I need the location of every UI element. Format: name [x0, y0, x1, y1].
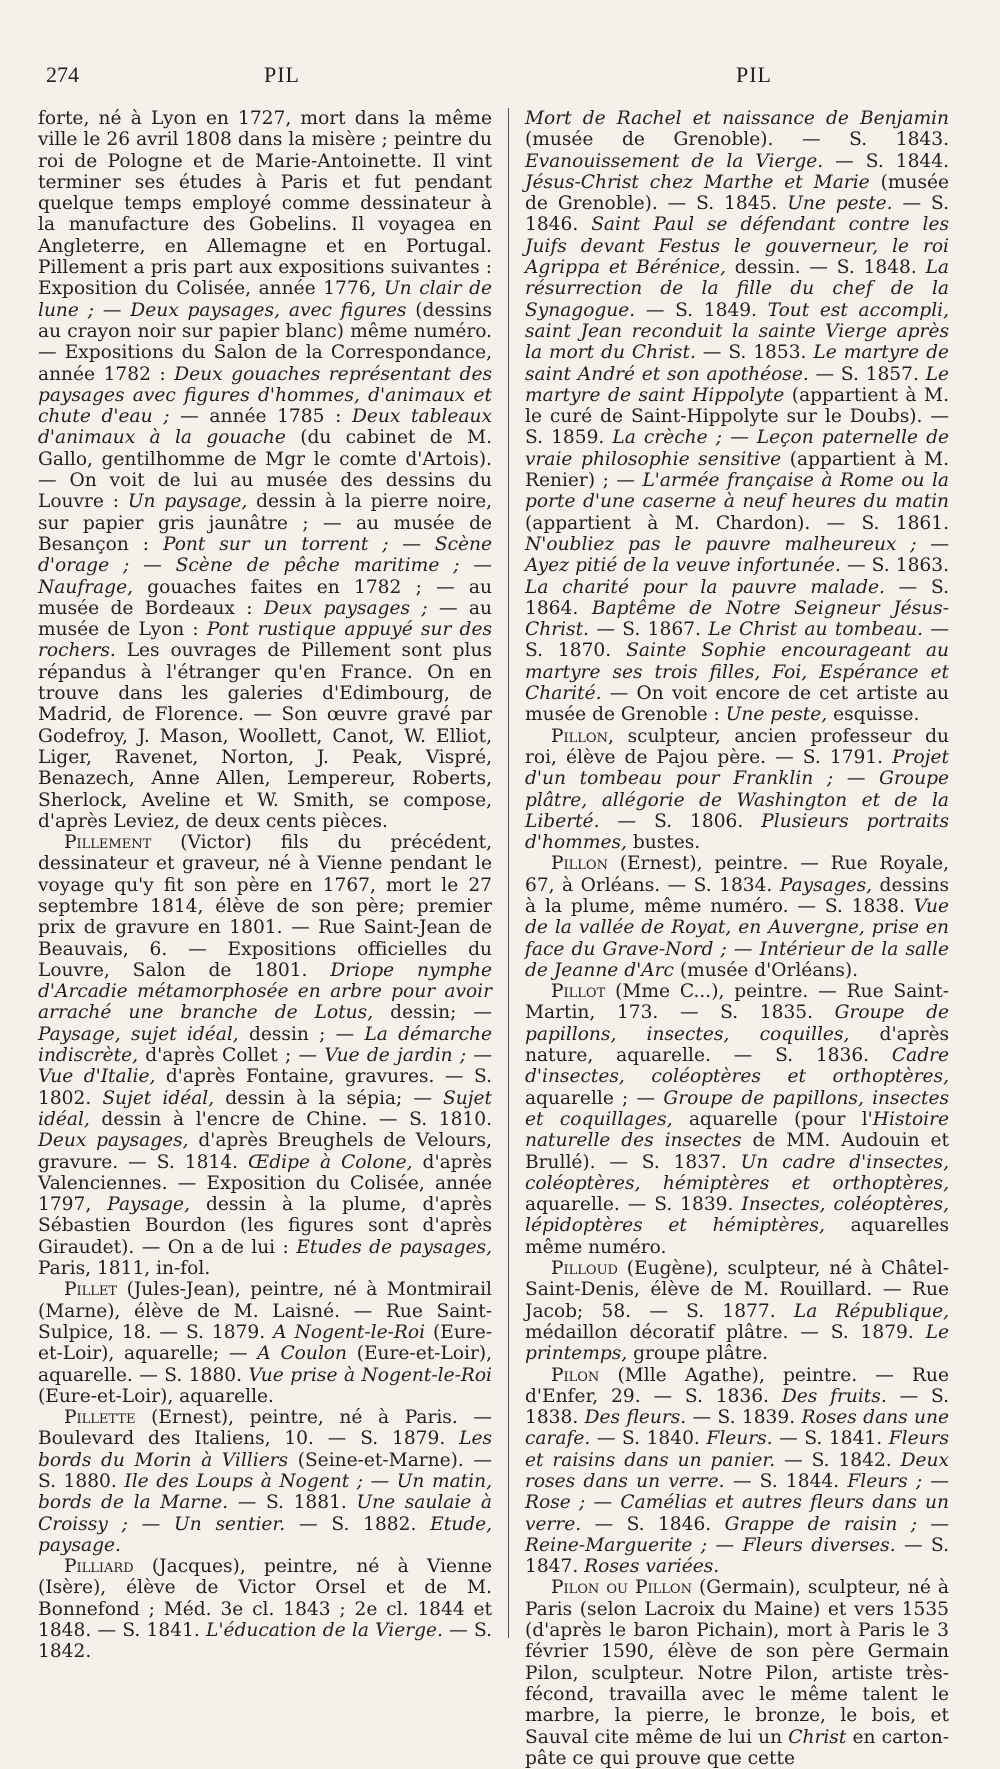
artwork-title: Pont rustique appuyé sur des rochers. [38, 619, 492, 662]
entry-text: — S. 1870. [525, 619, 949, 662]
entry-text: — S. 1841. [772, 1428, 889, 1450]
entry-text: d'après Fontaine, gravures. — S. 1802. [38, 1066, 492, 1109]
artwork-title: Grappe de raisin ; — Reine-Marguerite ; — Fleurs diverses. [525, 1513, 949, 1556]
entry-text: dessin à la sépia; — [214, 1087, 444, 1109]
dictionary-entry [525, 726, 949, 854]
entry-text: Paris, 1811, in-fol. [38, 1258, 211, 1280]
artwork-title: Un clair de lune ; — Deux paysages, avec figures [38, 278, 492, 321]
entry-text: dessin à l'encre de Chine. — S. 1810. [89, 1108, 492, 1130]
entry-text: (Victor) fils du précédent, dessinateur et graveur, né à Vienne pendant le voyage qu'y fit son père en 1767, mort le 27 septembre 1814, élève de son père; premier prix de gravure en 1801. — Rue Saint-Jean de Beauvais, 6. — Expositions officielles du Louvre, Salon de 1801. [38, 832, 492, 981]
entry-text: (musée de Grenoble). — S. 1845. [525, 171, 949, 215]
entry-text: , sculpteur, ancien professeur du roi, élève de Pajou père. — S. 1791. [525, 725, 949, 768]
entry-text: — S. 1864. [525, 576, 949, 619]
dictionary-entry [525, 853, 949, 981]
artwork-title: Evanouissement de la Vierge. [525, 150, 824, 172]
artwork-title: Fleurs. [706, 1428, 773, 1450]
dictionary-entry [525, 1577, 949, 1769]
entry-text: (Eure-et-Loir), aquarelle. — S. 1880. [38, 1343, 492, 1386]
artwork-title: Etude, paysage. [38, 1513, 492, 1556]
artwork-title: Deux gouaches représentant des paysages avec figures d'hommes, d'animaux et chute d'eau ; [38, 363, 492, 428]
entry-text: — au musée de Lyon : [38, 597, 492, 641]
artwork-title: Projet d'un tombeau pour Franklin ; — Groupe plâtre, allégorie de Washington et de la Liberté. [525, 746, 949, 832]
entry-text: — S. 1838. [525, 1385, 950, 1429]
artwork-title: Des fruits. [781, 1385, 887, 1407]
artwork-title: Un paysage, [127, 491, 248, 513]
page-number: 274 [46, 62, 79, 87]
entry-headword: Pilon ou Pillon [551, 1577, 692, 1599]
entry-text: — S. 1844. [823, 150, 949, 172]
artwork-title: Baptême de Notre Seigneur Jésus-Christ. [525, 597, 950, 641]
entry-text: — S. 1867. [588, 619, 709, 641]
artwork-title: Le martyre de saint Hippolyte [525, 363, 949, 406]
entry-text: — S. 1842. [38, 1620, 492, 1663]
artwork-title: Driope nymphe d'Arcadie métamorphosée en arbre pour avoir arraché une branche de Lotus, [38, 959, 492, 1024]
artwork-title: Roses variées. [584, 1556, 720, 1578]
entry-text: (Ernest), peintre. — Rue Royale, 67, à Orléans. — S. 1834. [525, 853, 949, 896]
entry-text: (Seine-et-Marne). — S. 1880. [38, 1449, 492, 1492]
entry-text: groupe plâtre. [627, 1343, 769, 1365]
entry-headword: Pilloud [551, 1258, 618, 1280]
entry-text: (du cabinet de M. Gallo, gentilhomme de Mgr le comte d'Artois). — On voit de lui au musée des dessins du Louvre : [38, 427, 492, 513]
entry-text: — S. 1857. [808, 363, 926, 385]
artwork-title: Paysages, [779, 874, 873, 896]
entry-text: esquisse. [827, 704, 920, 726]
dictionary-entry [525, 1258, 949, 1364]
entry-text: (appartient à M. Renier) ; — [525, 448, 949, 492]
dictionary-entry [38, 108, 492, 832]
artwork-title: Mort de Rachel et naissance de Benjamin [525, 108, 949, 129]
entry-text: dessin ; — [238, 1023, 365, 1045]
entry-text: dessin à la pierre noire, sur papier gris jaunâtre ; — au musée de Besançon : [38, 491, 492, 555]
entry-text: — S. 1853. [695, 342, 814, 364]
entry-text: — S. 1847. [525, 1534, 950, 1578]
running-head-right: PIL [736, 62, 772, 87]
artwork-title: La démarche indiscrète, [38, 1023, 493, 1067]
artwork-title: Vue de jardin ; — Vue d'Italie, [38, 1045, 492, 1088]
artwork-title: Ile des Loups à Nogent ; — Un matin, bords de la Marne. [38, 1471, 492, 1514]
entry-text: (appartient à M. Chardon). — S. 1861. [525, 512, 949, 534]
artwork-title: Plusieurs portraits d'hommes, [525, 810, 949, 854]
entry-text: bustes. [626, 832, 701, 854]
entry-text: — S. 1806. [599, 810, 762, 832]
artwork-title: La résurrection de la fille du chef de la Synagogue. [525, 257, 949, 321]
entry-text: (Jacques), peintre, né à Vienne (Isère), élève de Victor Orsel et de M. Bonnefond ; Méd. 3e cl. 1843 ; 2e cl. 1844 et 1848. — S. 1841. [38, 1556, 492, 1642]
artwork-title: Histoire naturelle des insectes [525, 1108, 950, 1152]
entry-text: — S. 1840. [590, 1428, 707, 1450]
entry-text: d'après Collet ; — [138, 1045, 325, 1067]
artwork-title: N'oubliez pas le pauvre malheureux ; — Ayez pitié de la veuve infortunée. [525, 533, 949, 577]
entry-text: d'après Valenciennes. — Exposition du Colisée, année 1797, [38, 1151, 492, 1216]
entry-text: aquarelle. — S. 1839. [525, 1194, 742, 1216]
artwork-title: La crèche ; — Leçon paternelle de vraie philosophie sensitive [525, 427, 949, 470]
artwork-title: Groupe de papillons, insectes et coquillages, [525, 1087, 949, 1130]
artwork-title: Paysage, [107, 1194, 190, 1216]
artwork-title: Paysage, sujet idéal, [38, 1023, 239, 1045]
artwork-title: Insectes, coléoptères, lépidoptères et hémiptères, [525, 1194, 950, 1237]
running-head-left: PIL [264, 62, 300, 87]
entry-text: (appartient à M. le curé de Saint-Hippolyte sur le Doubs). — S. 1859. [525, 384, 949, 449]
entry-text: aquarelles même numéro. [525, 1215, 949, 1258]
artwork-title: L'éducation de la Vierge. [206, 1620, 443, 1642]
entry-text: dessin; — [373, 1002, 493, 1024]
entry-text: — S. 1846. [525, 193, 950, 236]
entry-headword: Pillement [64, 832, 152, 854]
entry-text: — S. 1842. [775, 1449, 901, 1471]
artwork-title: Deux paysages, [38, 1130, 189, 1152]
artwork-title: Sainte Sophie encourageant au martyre ses trois filles, Foi, Espérance et Charité. [525, 640, 949, 705]
entry-headword: Pillot [551, 981, 606, 1003]
artwork-title: Tout est accompli, saint Jean reconduit la sainte Vierge après la mort du Christ. [525, 299, 949, 364]
artwork-title: Fleurs ; — Rose ; — Camélias et autres fleurs dans un verre. [525, 1471, 950, 1535]
artwork-title: Fleurs et raisins dans un panier. [525, 1428, 949, 1471]
artwork-title: Etudes de paysages, [296, 1236, 492, 1258]
artwork-title: Un cadre d'insectes, coléoptères, hémiptères et orthoptères, [525, 1151, 949, 1194]
entry-text: — année 1785 : [169, 406, 352, 428]
artwork-title: Deux roses dans un verre. [525, 1449, 949, 1492]
entry-text: — S. 1882. [285, 1513, 431, 1535]
entry-text: dessin. — S. 1848. [725, 257, 926, 279]
entry-text: gouaches faites en 1782 ; — au musée de Bordeaux : [38, 576, 492, 619]
entry-text: — S. 1844. [724, 1471, 848, 1492]
artwork-title: Les bords du Morin à Villiers [38, 1428, 492, 1471]
entry-text: (Eure-et-Loir), aquarelle; — [38, 1321, 492, 1365]
artwork-title: Saint Paul se défendant contre les Juifs devant Festus le gouverneur, le roi Agrippa et Bérénice, [525, 214, 950, 279]
entry-text: (musée d'Orléans). [673, 959, 859, 981]
right-column [525, 108, 949, 1769]
dictionary-entry [38, 1279, 492, 1407]
entry-text: de MM. Audouin et Brullé). — S. 1837. [525, 1130, 949, 1173]
entry-text: dessins à la plume, même numéro. — S. 1838. [525, 874, 949, 917]
dictionary-entry [525, 981, 949, 1258]
artwork-title: A Nogent-le-Roi [273, 1321, 426, 1343]
entry-text: (musée de Grenoble). — S. 1843. [525, 129, 949, 151]
artwork-title: Sujet idéal, [102, 1087, 215, 1109]
entry-text: (Jules-Jean), peintre, né à Montmirail (Marne), élève de M. Laisné. — Rue Saint-Sulpice, 18. — S. 1879. [38, 1279, 492, 1343]
entry-text: d'après nature, aquarelle. — S. 1836. [525, 1023, 949, 1067]
artwork-title: Cadre d'insectes, coléoptères et orthoptères, [525, 1045, 949, 1088]
artwork-title: Des fleurs. [584, 1407, 687, 1429]
dictionary-entry [38, 1556, 492, 1662]
entry-text: d'après Breughels de Velours, gravure. — S. 1814. [38, 1130, 492, 1173]
entry-text: — S. 1849. [635, 299, 768, 321]
artwork-title: Jésus-Christ chez Marthe et Marie [525, 171, 870, 193]
entry-text: — S. 1839. [686, 1407, 802, 1429]
artwork-title: Christ [788, 1726, 847, 1748]
artwork-title: Vue prise à Nogent-le-Roi [248, 1364, 493, 1386]
entry-text: dessin à la plume, d'après Sébastien Bourdon (les figures sont d'après Giraudet). — On a de lui : [38, 1194, 492, 1258]
artwork-title: La République, [793, 1300, 950, 1322]
artwork-title: Deux tableaux d'animaux à la gouache [38, 406, 492, 449]
entry-text: (Ernest), peintre, né à Paris. — Boulevard des Italiens, 10. — S. 1879. [38, 1407, 492, 1450]
artwork-title: Une peste, [725, 704, 828, 726]
entry-text: — S. 1863. [840, 555, 949, 577]
dictionary-entry [38, 832, 492, 1279]
entry-text: (Mme C...), peintre. — Rue Saint-Martin, 173. — S. 1835. [525, 981, 949, 1024]
entry-text: forte, né à Lyon en 1727, mort dans la même ville le 26 avril 1808 dans la misère ; peintre du roi de Pologne et de Marie-Antoinette. Il vint terminer ses études à Paris et fut pendant quelque temps employé comme dessinateur à la manufacture des Gobelins. Il voyagea en Angleterre, en Allemagne et en Portugal. Pillement a pris part aux expositions suivantes : Exposition du Colisée, année 1776, [38, 108, 492, 300]
entry-text: (Eugène), sculpteur, né à Châtel-Saint-Denis, élève de M. Rouillard. — Rue Jacob; 58. — S. 1877. [525, 1258, 949, 1322]
artwork-title: Roses dans une carafe. [525, 1407, 949, 1450]
entry-text: — S. 1846. [581, 1513, 725, 1535]
dictionary-entry [525, 1365, 949, 1578]
artwork-title: Œdipe à Colone, [248, 1151, 413, 1173]
artwork-title: Pont sur un torrent ; — Scène d'orage ; — Scène de pêche maritime ; — Naufrage, [38, 533, 492, 598]
dictionary-entry [525, 108, 949, 726]
entry-text: médaillon décoratif plâtre. — S. 1879. [525, 1321, 926, 1343]
entry-text: (Eure-et-Loir), aquarelle. [38, 1385, 274, 1407]
entry-headword: Pilliard [64, 1556, 134, 1578]
entry-text: — S. 1881. [228, 1492, 357, 1514]
entry-text: Les ouvrages de Pillement sont plus répandus à l'étranger qu'en France. On en trouve dans les galeries d'Edimbourg, de Madrid, de Florence. — Son œuvre gravé par Godefroy, J. Mason, Woollett, Canot, W. Elliot, Liger, Ravenet, Norton, J. Peak, Vispré, Benazech, Anne Allen, Lempereur, Roberts, Sherlock, Aveline et W. Smith, se compose, d'après Leviez, de deux cents pièces. [38, 640, 492, 832]
artwork-title: Le Christ au tombeau. [708, 619, 924, 641]
entry-text: (Germain), sculpteur, né à Paris (selon Lacroix du Maine) et vers 1535 (d'après le baron Pichain), mort à Paris le 3 février 1590, élève de son père Germain Pilon, sculpteur. Notre Pilon, artiste très-fécond, travailla avec le même talent le marbre, la pierre, le bronze, le bois, et Sauval cite même de lui un [525, 1577, 949, 1748]
artwork-title: Vue de la vallée de Royat, en Auvergne, prise en face du Grave-Nord ; — Intérieur de la salle de Jeanne d'Arc [525, 895, 949, 981]
artwork-title: A Coulon [257, 1343, 347, 1365]
entry-headword: Pillon [551, 725, 608, 747]
entry-text: — On voit encore de cet artiste au musée de Grenoble : [525, 683, 949, 726]
dictionary-entry [38, 1407, 492, 1556]
entry-headword: Pillon [551, 853, 608, 875]
entry-text: aquarelle ; — [525, 1087, 664, 1109]
artwork-title: Une peste. [787, 193, 893, 215]
entry-text: aquarelle (pour l' [672, 1108, 873, 1130]
artwork-title: Groupe de papillons, insectes, coquilles, [525, 1002, 950, 1045]
column-divider [508, 108, 509, 1638]
page-header [46, 62, 946, 102]
entry-text: (Mlle Agathe), peintre. — Rue d'Enfer, 29. — S. 1836. [525, 1364, 949, 1407]
artwork-title: La charité pour la pauvre malade. [525, 576, 885, 598]
entry-headword: Pillette [64, 1407, 136, 1429]
entry-text: (dessins au crayon noir sur papier blanc) même numéro. — Expositions du Salon de la Correspondance, année 1782 : [38, 299, 492, 385]
artwork-title: L'armée française à Rome ou la porte d'une caserne à neuf heures du matin [525, 470, 949, 513]
left-column [38, 108, 492, 1663]
artwork-title: Le martyre de saint André et son apothéose. [525, 342, 949, 385]
artwork-title: Le printemps, [525, 1321, 949, 1365]
entry-text: en carton-pâte ce qui prouve que cette [525, 1726, 949, 1769]
entry-headword: Pilon [551, 1364, 600, 1386]
artwork-title: Une saulaie à Croissy ; — Un sentier. [38, 1492, 492, 1535]
entry-headword: Pillet [64, 1279, 118, 1301]
artwork-title: Deux paysages ; [263, 597, 428, 619]
artwork-title: Sujet idéal, [38, 1087, 492, 1130]
